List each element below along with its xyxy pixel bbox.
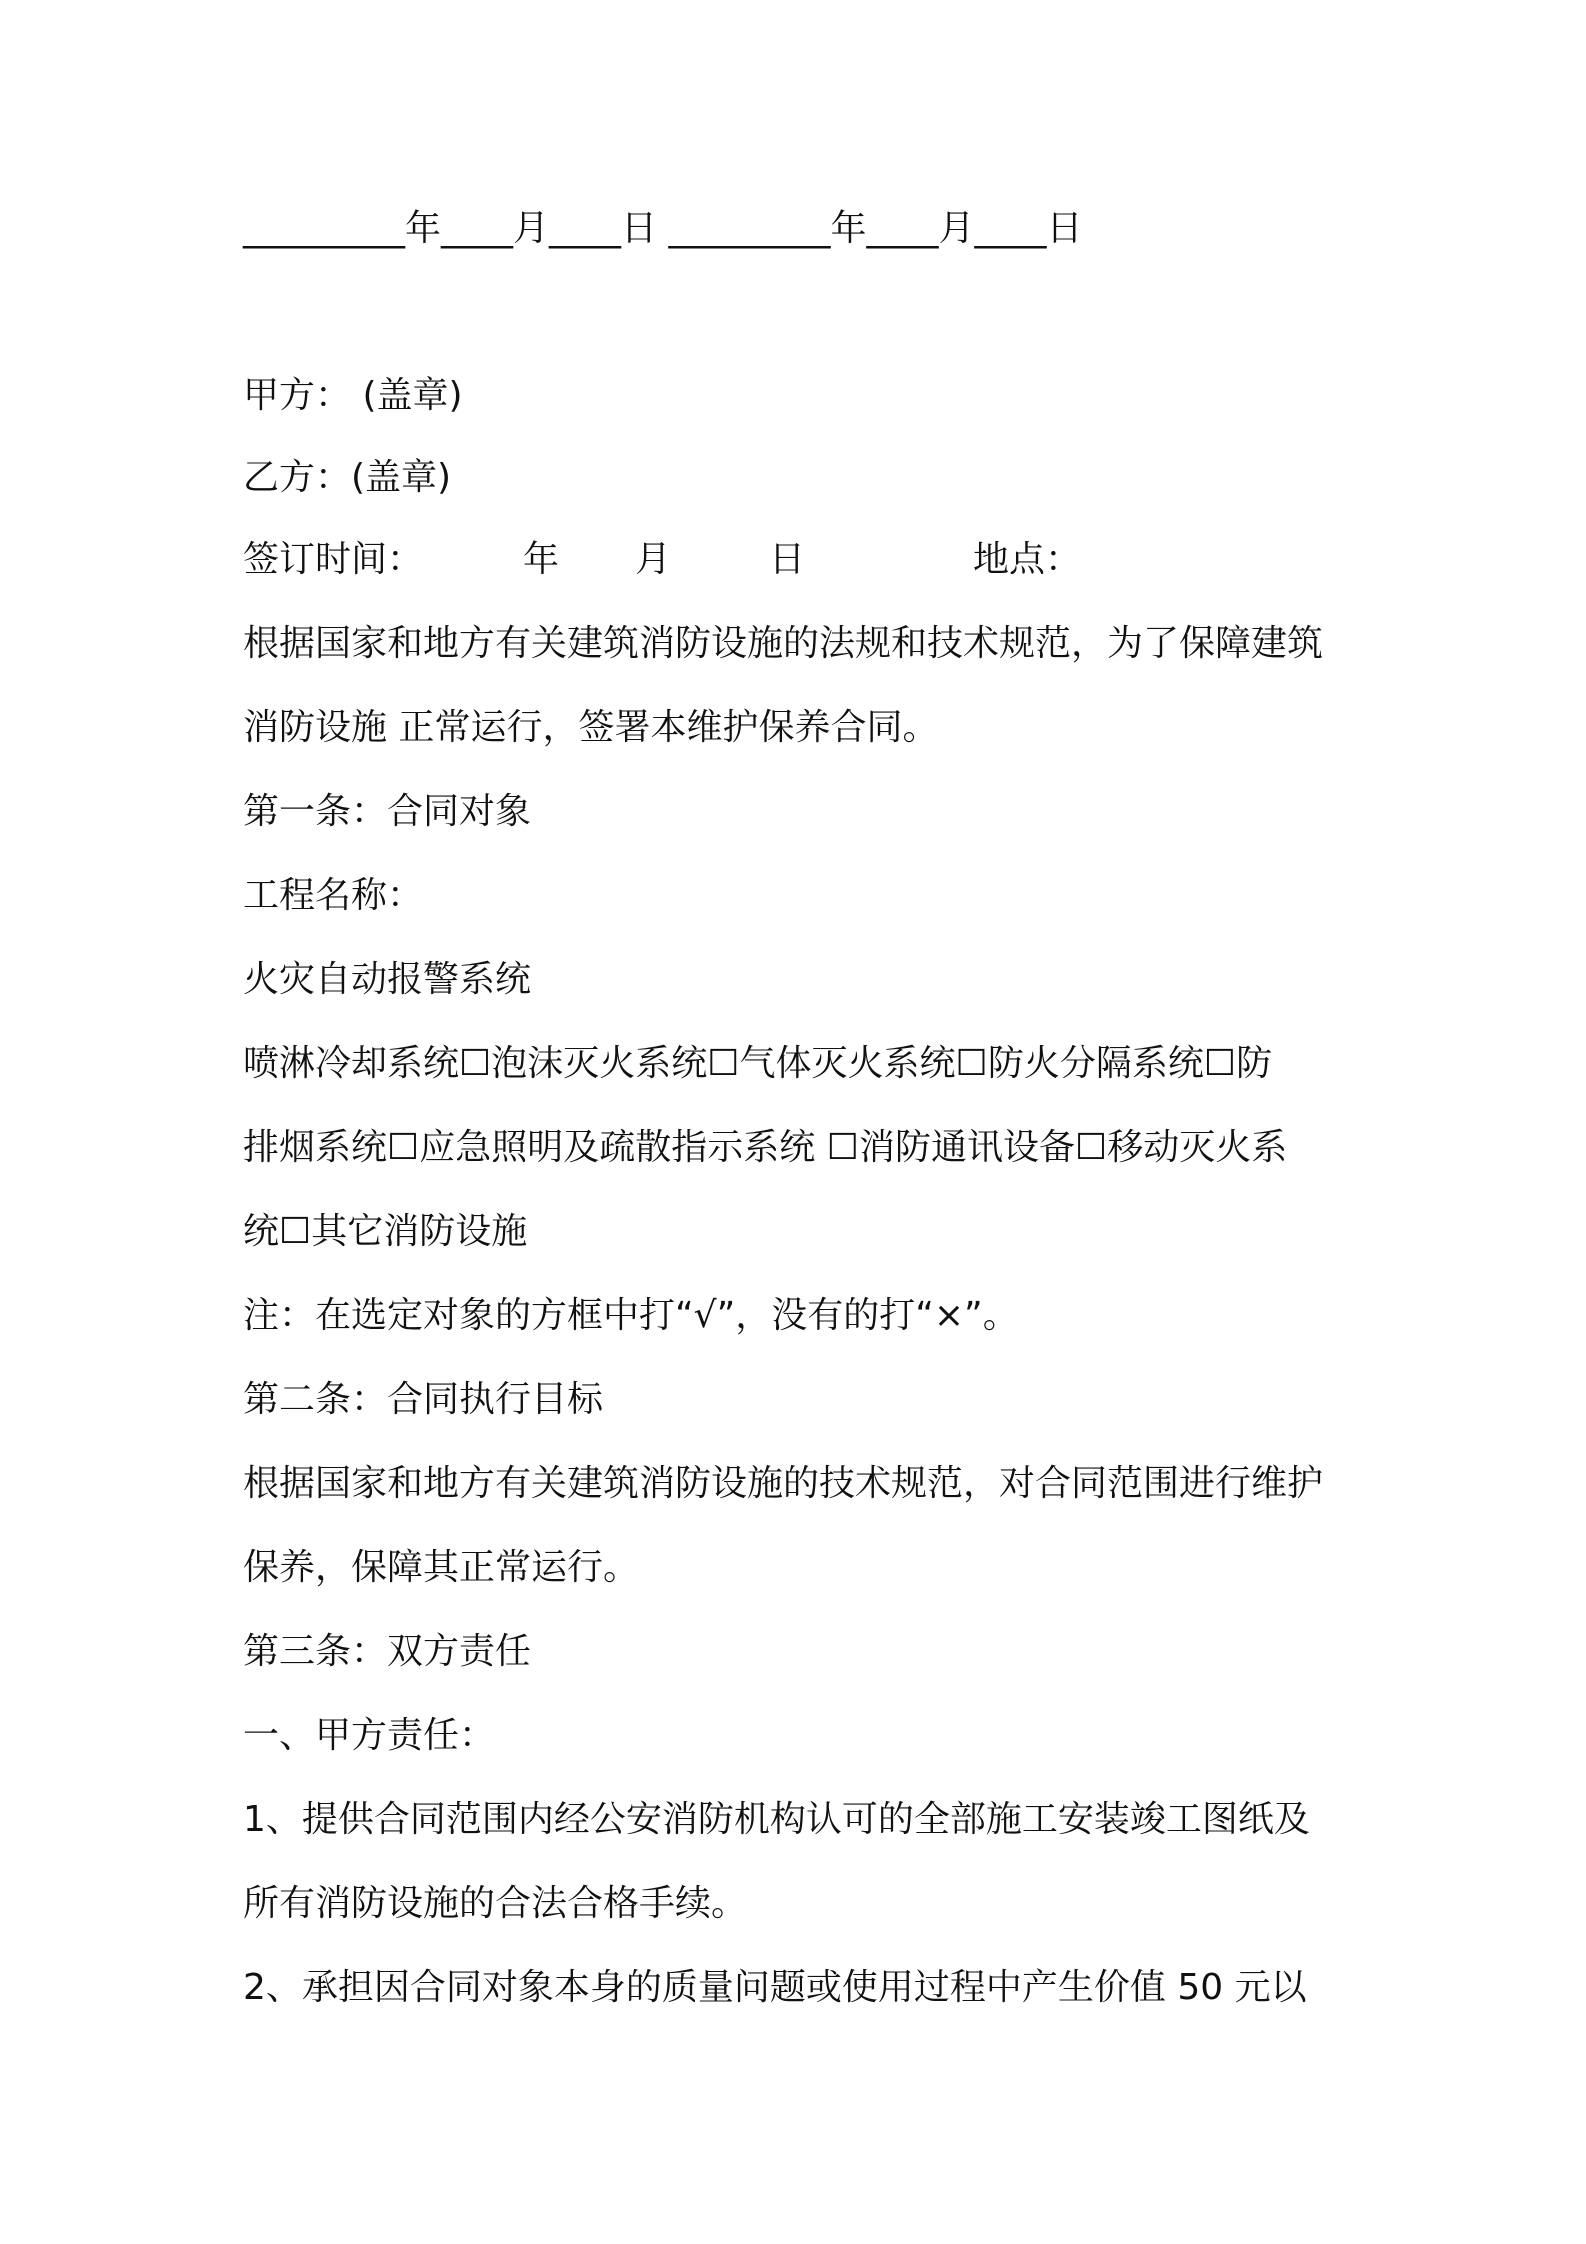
article-heading: 第三条：双方责任 [243,1631,532,1672]
sign-day: 日 [769,539,806,580]
body-line: 喷淋冷却系统☐泡沫灭火系统☐气体灭火系统☐防火分隔系统☐防 [243,1043,1273,1084]
body-line: 统☐其它消防设施 [243,1211,528,1252]
body-line: 消防设施 正常运行，签署本维护保养合同。 [243,707,939,748]
body-line: 所有消防设施的合法合格手续。 [243,1883,748,1924]
article-heading: 第二条：合同执行目标 [243,1379,604,1420]
body-line: 火灾自动报警系统 [243,959,532,1000]
sign-time-label: 签订时间： [243,539,424,580]
party-a-line: 甲方： (盖章) [243,375,463,416]
body-line: 根据国家和地方有关建筑消防设施的法规和技术规范，为了保障建筑 [243,623,1324,664]
body-line: 1、提供合同范围内经公安消防机构认可的全部施工安装竣工图纸及 [243,1799,1310,1840]
note-line: 注：在选定对象的方框中打“√”，没有的打“×”。 [243,1295,1019,1336]
party-b-line: 乙方：(盖章) [243,457,452,498]
signature-date-line: _________年____月____日 _________年____月____日 [243,208,1083,249]
section-heading: 一、甲方责任： [243,1715,496,1756]
body-line: 2、承担因合同对象本身的质量问题或使用过程中产生价值 50 元以 [243,1967,1307,2008]
sign-time-row [243,536,1363,584]
sign-month: 月 [635,539,672,580]
sign-year: 年 [523,539,560,580]
body-line: 排烟系统☐应急照明及疏散指示系统 ☐消防通讯设备☐移动灭火系 [243,1127,1288,1168]
body-line: 工程名称： [243,875,424,916]
place-label: 地点： [973,539,1082,580]
article-heading: 第一条：合同对象 [243,791,532,832]
body-line: 保养，保障其正常运行。 [243,1547,640,1588]
body-line: 根据国家和地方有关建筑消防设施的技术规范，对合同范围进行维护 [243,1463,1324,1504]
